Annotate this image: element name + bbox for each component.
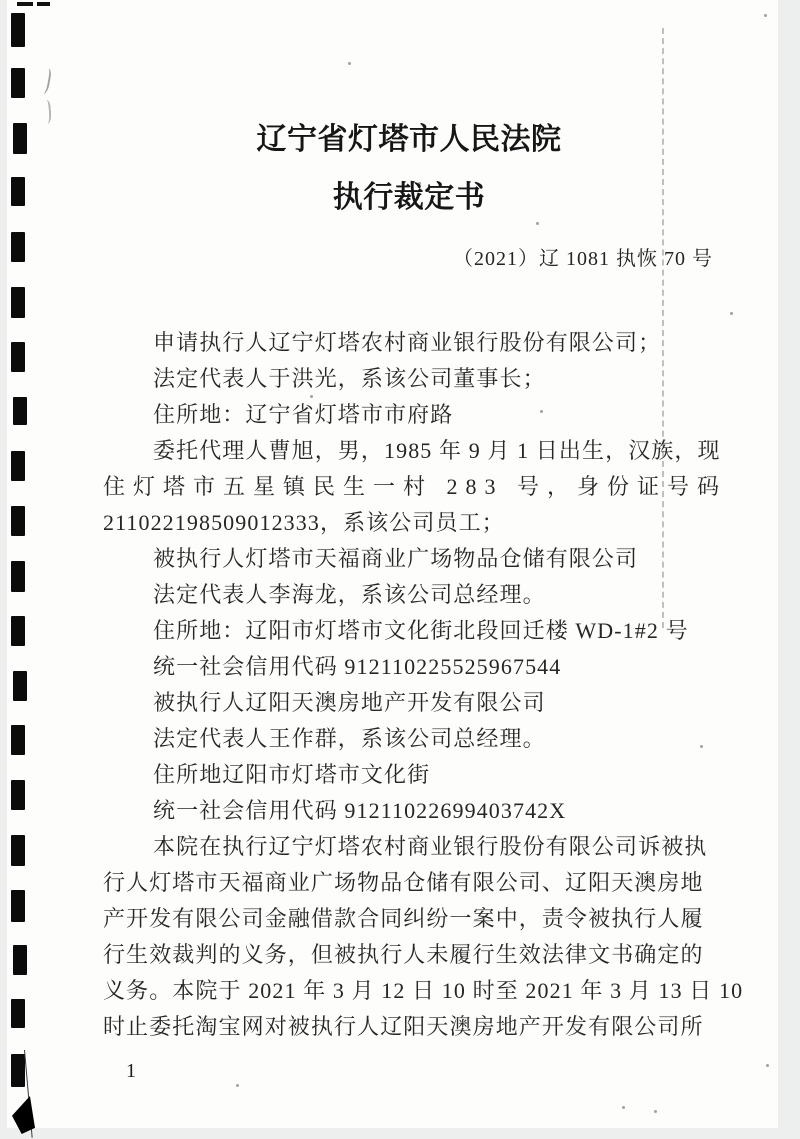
body-line: 被执行人灯塔市天福商业广场物品仓储有限公司: [153, 546, 639, 571]
binding-mark: [11, 780, 25, 810]
binding-mark: [13, 945, 27, 975]
body-line: 住所地辽阳市灯塔市文化街: [153, 762, 431, 787]
scan-speck: [766, 1064, 769, 1067]
binding-mark: [13, 397, 27, 425]
scan-artifact-top-dash: [17, 2, 33, 6]
scan-speck: [730, 312, 733, 315]
binding-mark: [11, 451, 25, 481]
body-line: 行人灯塔市天福商业广场物品仓储有限公司、辽阳天澳房地: [103, 870, 704, 895]
document-type-title: 执行裁定书: [332, 181, 486, 214]
binding-mark: [11, 342, 25, 372]
binding-mark: [11, 1054, 25, 1087]
body-line: 产开发有限公司金融借款合同纠纷一案中，责令被执行人履: [103, 906, 704, 931]
binding-mark: [11, 999, 25, 1028]
body-line: 法定代表人李海龙，系该公司总经理。: [153, 582, 546, 607]
binding-mark: [11, 890, 25, 922]
binding-mark: [13, 671, 27, 701]
binding-mark: [11, 232, 25, 262]
body-line: 义务。本院于 2021 年 3 月 12 日 10 时至 2021 年 3 月 13 日 10: [103, 978, 744, 1003]
body-line: 申请执行人辽宁灯塔农村商业银行股份有限公司；: [153, 330, 662, 355]
binding-mark: [11, 616, 25, 646]
scan-artifact-top-dash: [37, 2, 50, 6]
body-line: 统一社会信用代码 91211022699403742X: [153, 798, 567, 823]
binding-mark: [11, 177, 25, 206]
page-number: 1: [126, 1060, 136, 1082]
binding-mark: [11, 725, 25, 755]
binding-mark: [11, 68, 25, 98]
body-line: 住所地：辽宁省灯塔市市府路: [153, 402, 454, 427]
body-line: 211022198509012333，系该公司员工；: [103, 510, 505, 535]
binding-mark: [11, 561, 25, 592]
scan-speck: [236, 1084, 239, 1087]
body-line: 住所地：辽阳市灯塔市文化街北段回迁楼 WD-1#2 号: [153, 618, 689, 643]
binding-mark: [11, 835, 25, 866]
pencil-scribble: [40, 100, 52, 125]
body-line: 行生效裁判的义务，但被执行人未履行生效法律文书确定的: [103, 942, 704, 967]
binding-mark: [11, 287, 25, 318]
document-body: [103, 325, 744, 1045]
body-line: 统一社会信用代码 912110225525967544: [153, 654, 562, 679]
court-name-title: 辽宁省灯塔市人民法院: [256, 123, 562, 156]
scan-speck: [622, 1106, 625, 1109]
scan-speck: [536, 222, 539, 225]
binding-mark: [11, 13, 25, 47]
scan-speck: [348, 62, 351, 65]
body-line: 住灯塔市五星镇民生一村 283 号，身份证号码: [103, 474, 728, 499]
body-line: 法定代表人于洪光，系该公司董事长；: [153, 366, 546, 391]
binding-mark: [11, 506, 25, 536]
body-line: 委托代理人曹旭，男，1985 年 9 月 1 日出生，汉族，现: [153, 438, 721, 463]
case-number: （2021）辽 1081 执恢 70 号: [453, 248, 713, 270]
body-line: 本院在执行辽宁灯塔农村商业银行股份有限公司诉被执: [153, 834, 708, 859]
body-line: 被执行人辽阳天澳房地产开发有限公司: [153, 690, 546, 715]
body-line: 时止委托淘宝网对被执行人辽阳天澳房地产开发有限公司所: [103, 1014, 704, 1039]
body-line: 法定代表人王作群，系该公司总经理。: [153, 726, 546, 751]
scan-speck: [764, 14, 767, 17]
binding-mark: [13, 123, 27, 154]
scan-speck: [654, 1110, 657, 1113]
